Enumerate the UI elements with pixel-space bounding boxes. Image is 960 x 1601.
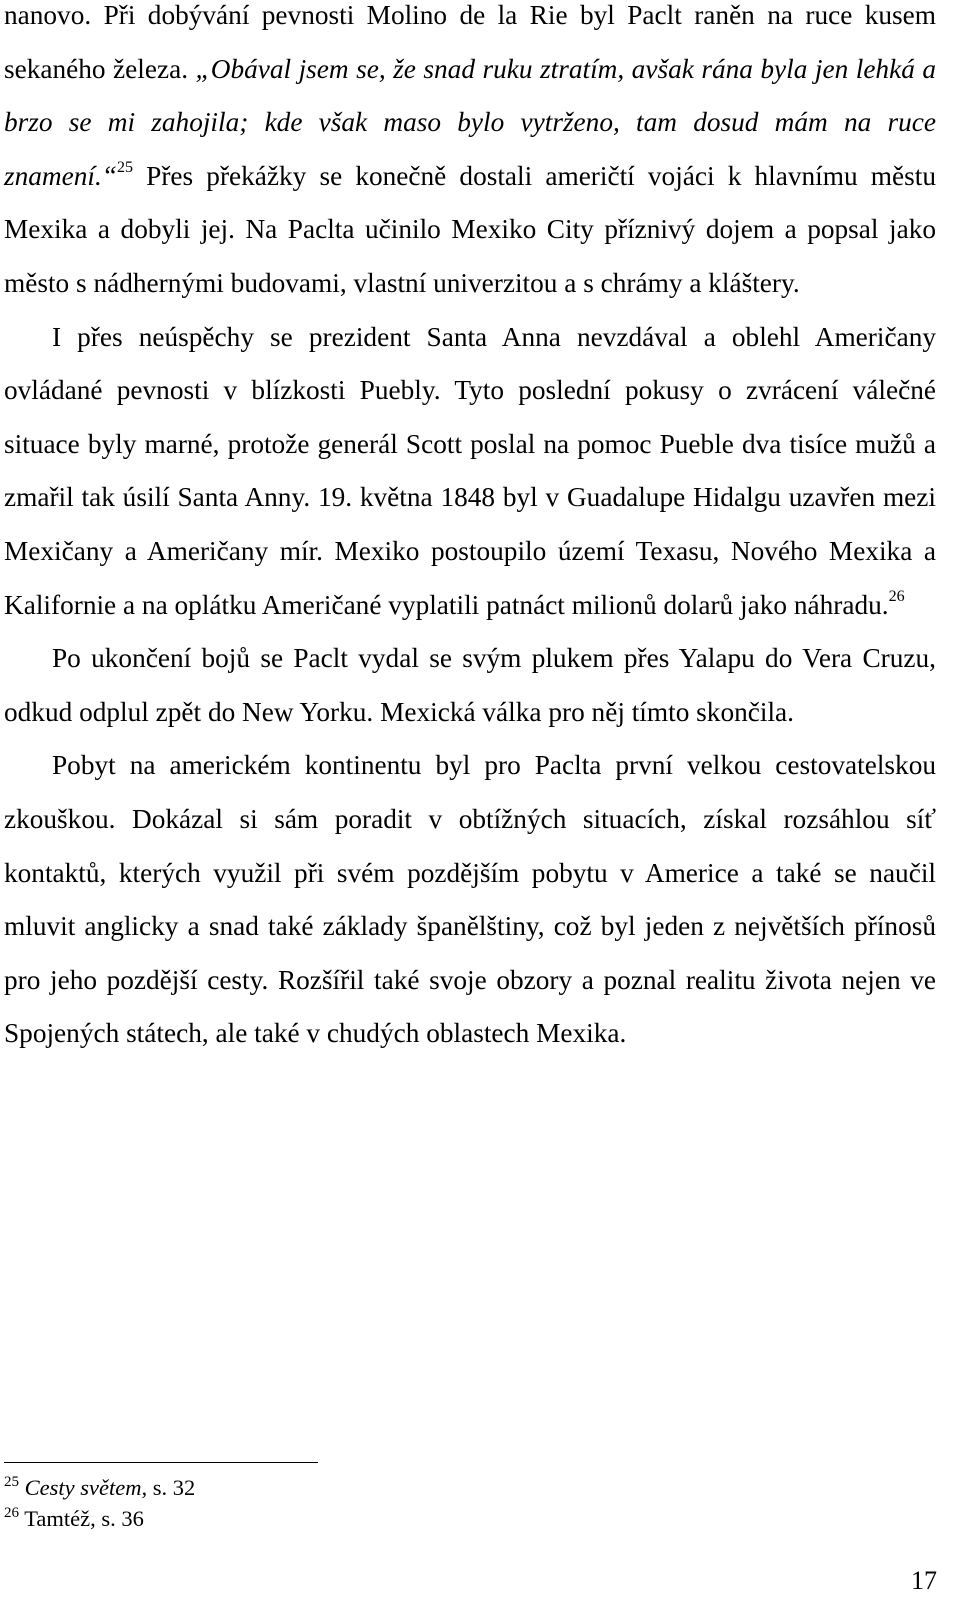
page-number: 17 [911, 1566, 937, 1595]
footnote-number: 26 [4, 1505, 19, 1521]
footnote-number: 25 [4, 1474, 19, 1490]
body-text [4, 0, 936, 1061]
paragraph-2 [4, 311, 936, 633]
footnote-25 [4, 1472, 704, 1503]
paragraph-3: Po ukončení bojů se Paclt vydal se svým plukem přes Yalapu do Vera Cruzu, odkud odplul zpět do New Yorku. Mexická válka pro něj tímto skončila. [4, 643, 936, 727]
footnote-title: Cesty světem, [24, 1475, 148, 1500]
footnote-page: s. 32 [147, 1475, 196, 1500]
footnote-ref-26: 26 [888, 587, 905, 605]
paragraph-1-sentence-1: nanovo. Při dobývání pevnosti Molino de la Rie byl Paclt raněn na ruce kusem sekaného železa. [4, 0, 936, 84]
paragraph-4: Pobyt na americkém kontinentu byl pro Paclta první velkou cestovatelskou zkouškou. Dokázal si sám poradit v obtížných situacích, získal rozsáhlou síť kontaktů, kterých využil při svém pozdějším pobytu v Americe a také se naučil mluvit anglicky a snad také základy španělštiny, což byl jeden z největších přínosů pro jeho pozdější cesty. Rozšířil také svoje obzory a poznal realitu života nejen ve Spojených státech, ale také v chudých oblastech Mexika. [4, 750, 936, 1049]
footnote-ref-25: 25 [117, 158, 133, 176]
quotation: „Obával jsem se, že snad ruku ztratím, avšak rána byla jen lehká a brzo se mi zahojila; kde však maso bylo vytrženo, tam dosud mám na ruce znamení.“ [4, 53, 936, 191]
footnotes [4, 1472, 704, 1534]
paragraph-1-sentence-2: Přes překážky se konečně dostali američtí vojáci k hlavnímu městu Mexika a dobyli jej. Na Paclta učinilo Mexiko City příznivý dojem a popsal jako město s nádhernými budovami, vlastní univerzitou a s chrámy a kláštery. [4, 160, 936, 298]
footnote-text: Tamtéž, s. 36 [24, 1506, 144, 1531]
paragraph-2-text: I přes neúspěchy se prezident Santa Anna nevzdával a oblehl Američany ovládané pevnosti v blízkosti Puebly. Tyto poslední pokusy o zvrácení válečné situace byly marné, protože generál Scott poslal na pomoc Pueble dva tisíce mužů a zmařil tak úsilí Santa Anny. 19. května 1848 byl v Guadalupe Hidalgu uzavřen mezi Mexičany a Američany mír. Mexiko postoupilo území Texasu, Nového Mexika a Kalifornie a na oplátku Američané vyplatili patnáct milionů dolarů jako náhradu. [4, 321, 936, 620]
footnote-separator [4, 1462, 318, 1463]
paragraph-1 [4, 0, 936, 311]
footnote-26 [4, 1503, 704, 1534]
